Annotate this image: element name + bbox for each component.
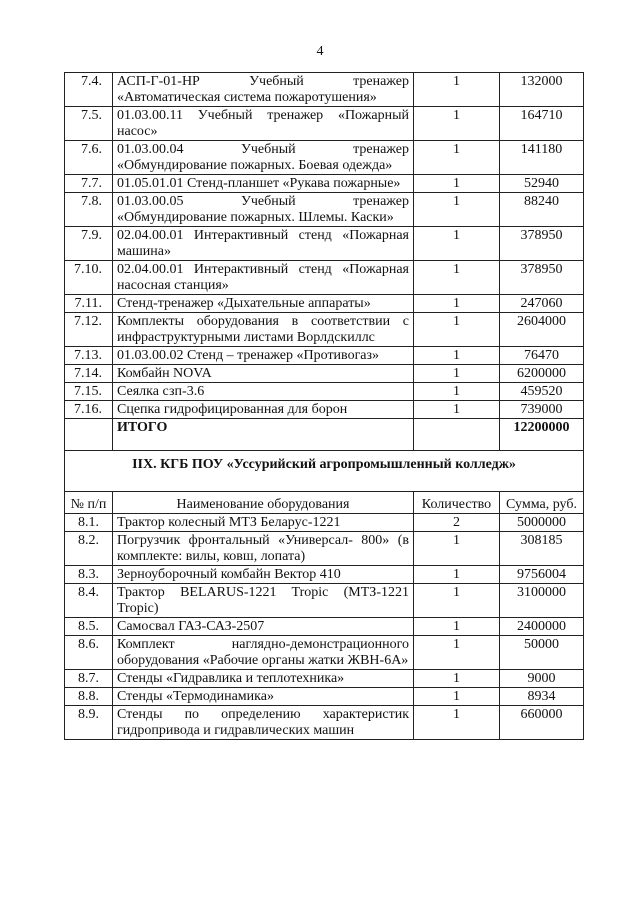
header-name: Наименование оборудования bbox=[113, 492, 414, 514]
cell-qty: 1 bbox=[414, 636, 500, 670]
cell-sum: 378950 bbox=[500, 227, 584, 261]
cell-qty: 1 bbox=[414, 618, 500, 636]
cell-name: Погрузчик фронтальный «Универсал- 800» (в комплекте: вилы, ковш, лопата) bbox=[113, 532, 414, 566]
cell-num: 7.8. bbox=[65, 193, 113, 227]
cell-name: 01.03.00.05 Учебный тренажер «Обмундирование пожарных. Шлемы. Каски» bbox=[113, 193, 414, 227]
total-sum: 12200000 bbox=[500, 419, 584, 451]
cell-num: 7.14. bbox=[65, 365, 113, 383]
cell-qty: 1 bbox=[414, 193, 500, 227]
cell-num: 7.12. bbox=[65, 313, 113, 347]
cell-qty: 1 bbox=[414, 261, 500, 295]
cell-name: Зерноуборочный комбайн Вектор 410 bbox=[113, 566, 414, 584]
cell-sum: 660000 bbox=[500, 706, 584, 740]
cell-name: Комплект наглядно-демонстрационного оборудования «Рабочие органы жатки ЖВН-6А» bbox=[113, 636, 414, 670]
cell-num: 7.7. bbox=[65, 175, 113, 193]
cell-num: 8.8. bbox=[65, 688, 113, 706]
table-row bbox=[65, 401, 584, 419]
cell-name: 01.03.00.11 Учебный тренажер «Пожарный насос» bbox=[113, 107, 414, 141]
table-row bbox=[65, 175, 584, 193]
table-row bbox=[65, 566, 584, 584]
cell-num: 8.7. bbox=[65, 670, 113, 688]
cell-sum: 8934 bbox=[500, 688, 584, 706]
table-row bbox=[65, 193, 584, 227]
cell-num: 8.1. bbox=[65, 514, 113, 532]
cell-name: Трактор колесный МТЗ Беларус-1221 bbox=[113, 514, 414, 532]
cell-num: 8.2. bbox=[65, 532, 113, 566]
cell-qty: 1 bbox=[414, 706, 500, 740]
cell-num: 8.9. bbox=[65, 706, 113, 740]
cell-num: 7.11. bbox=[65, 295, 113, 313]
cell-sum: 88240 bbox=[500, 193, 584, 227]
cell-qty: 1 bbox=[414, 107, 500, 141]
cell-qty: 1 bbox=[414, 401, 500, 419]
equipment-table bbox=[64, 72, 584, 740]
table-row bbox=[65, 514, 584, 532]
cell-num: 7.9. bbox=[65, 227, 113, 261]
section-7-rows bbox=[65, 73, 584, 419]
cell-qty: 1 bbox=[414, 566, 500, 584]
cell-name: 01.03.00.04 Учебный тренажер «Обмундирование пожарных. Боевая одежда» bbox=[113, 141, 414, 175]
header-num: № п/п bbox=[65, 492, 113, 514]
cell-qty: 1 bbox=[414, 175, 500, 193]
cell-name: Стенды по определению характеристик гидропривода и гидравлических машин bbox=[113, 706, 414, 740]
cell-sum: 9000 bbox=[500, 670, 584, 688]
cell-num: 7.4. bbox=[65, 73, 113, 107]
cell-sum: 459520 bbox=[500, 383, 584, 401]
cell-name: Стенды «Термодинамика» bbox=[113, 688, 414, 706]
cell-sum: 164710 bbox=[500, 107, 584, 141]
table-row bbox=[65, 73, 584, 107]
cell-sum: 378950 bbox=[500, 261, 584, 295]
cell-name: 02.04.00.01 Интерактивный стенд «Пожарная насосная станция» bbox=[113, 261, 414, 295]
cell-sum: 3100000 bbox=[500, 584, 584, 618]
cell-name: 01.05.01.01 Стенд-планшет «Рукава пожарные» bbox=[113, 175, 414, 193]
table-row bbox=[65, 365, 584, 383]
table-row bbox=[65, 107, 584, 141]
table-row bbox=[65, 347, 584, 365]
table-row bbox=[65, 688, 584, 706]
cell-qty: 1 bbox=[414, 73, 500, 107]
cell-sum: 132000 bbox=[500, 73, 584, 107]
cell-sum: 739000 bbox=[500, 401, 584, 419]
cell-num: 7.5. bbox=[65, 107, 113, 141]
table-row bbox=[65, 261, 584, 295]
cell-name: АСП-Г-01-НР Учебный тренажер «Автоматическая система пожаротушения» bbox=[113, 73, 414, 107]
header-sum: Сумма, руб. bbox=[500, 492, 584, 514]
header-qty: Количество bbox=[414, 492, 500, 514]
cell-sum: 5000000 bbox=[500, 514, 584, 532]
section-row bbox=[65, 451, 584, 492]
table-row bbox=[65, 618, 584, 636]
total-row bbox=[65, 419, 584, 451]
header-row bbox=[65, 492, 584, 514]
cell-sum: 2604000 bbox=[500, 313, 584, 347]
cell-qty: 1 bbox=[414, 141, 500, 175]
cell-qty: 1 bbox=[414, 584, 500, 618]
cell-name: 02.04.00.01 Интерактивный стенд «Пожарная машина» bbox=[113, 227, 414, 261]
cell-num: 7.6. bbox=[65, 141, 113, 175]
table-row bbox=[65, 532, 584, 566]
cell-num: 7.15. bbox=[65, 383, 113, 401]
cell-name: Комплекты оборудования в соответствии с инфраструктурными листами Ворлдскиллс bbox=[113, 313, 414, 347]
table-row bbox=[65, 295, 584, 313]
table-row bbox=[65, 313, 584, 347]
cell-name: Сеялка сзп-3.6 bbox=[113, 383, 414, 401]
cell-num: 8.6. bbox=[65, 636, 113, 670]
cell-name: Стенды «Гидравлика и теплотехника» bbox=[113, 670, 414, 688]
cell-num: 7.13. bbox=[65, 347, 113, 365]
table-row bbox=[65, 706, 584, 740]
cell-num: 8.4. bbox=[65, 584, 113, 618]
cell-sum: 9756004 bbox=[500, 566, 584, 584]
cell-sum: 308185 bbox=[500, 532, 584, 566]
section-title: IIX. КГБ ПОУ «Уссурийский агропромышленный колледж» bbox=[65, 451, 584, 492]
cell-qty: 1 bbox=[414, 347, 500, 365]
table-row bbox=[65, 636, 584, 670]
cell-name: Самосвал ГАЗ-САЗ-2507 bbox=[113, 618, 414, 636]
section-8-rows bbox=[65, 514, 584, 740]
cell-qty: 1 bbox=[414, 383, 500, 401]
cell-sum: 2400000 bbox=[500, 618, 584, 636]
table-row bbox=[65, 141, 584, 175]
table-row bbox=[65, 383, 584, 401]
cell-sum: 50000 bbox=[500, 636, 584, 670]
cell-sum: 6200000 bbox=[500, 365, 584, 383]
table-row bbox=[65, 227, 584, 261]
cell-sum: 141180 bbox=[500, 141, 584, 175]
cell-name: Сцепка гидрофицированная для борон bbox=[113, 401, 414, 419]
table-row bbox=[65, 584, 584, 618]
cell-num: 8.5. bbox=[65, 618, 113, 636]
cell-num: 7.16. bbox=[65, 401, 113, 419]
cell-sum: 76470 bbox=[500, 347, 584, 365]
total-label: ИТОГО bbox=[113, 419, 414, 451]
section-7-total bbox=[65, 419, 584, 514]
cell-qty: 1 bbox=[414, 688, 500, 706]
cell-qty: 1 bbox=[414, 227, 500, 261]
cell-qty: 1 bbox=[414, 670, 500, 688]
page-number: 4 bbox=[316, 44, 324, 59]
cell-qty: 2 bbox=[414, 514, 500, 532]
cell-qty: 1 bbox=[414, 532, 500, 566]
cell-name: 01.03.00.02 Стенд – тренажер «Противогаз» bbox=[113, 347, 414, 365]
cell-name: Трактор BELARUS-1221 Tropic (МТЗ-1221 Tropic) bbox=[113, 584, 414, 618]
cell-qty: 1 bbox=[414, 295, 500, 313]
cell-num: 8.3. bbox=[65, 566, 113, 584]
cell-sum: 247060 bbox=[500, 295, 584, 313]
cell-sum: 52940 bbox=[500, 175, 584, 193]
cell-qty: 1 bbox=[414, 365, 500, 383]
cell-name: Стенд-тренажер «Дыхательные аппараты» bbox=[113, 295, 414, 313]
cell-name: Комбайн NOVA bbox=[113, 365, 414, 383]
cell-qty: 1 bbox=[414, 313, 500, 347]
cell-num: 7.10. bbox=[65, 261, 113, 295]
table-row bbox=[65, 670, 584, 688]
